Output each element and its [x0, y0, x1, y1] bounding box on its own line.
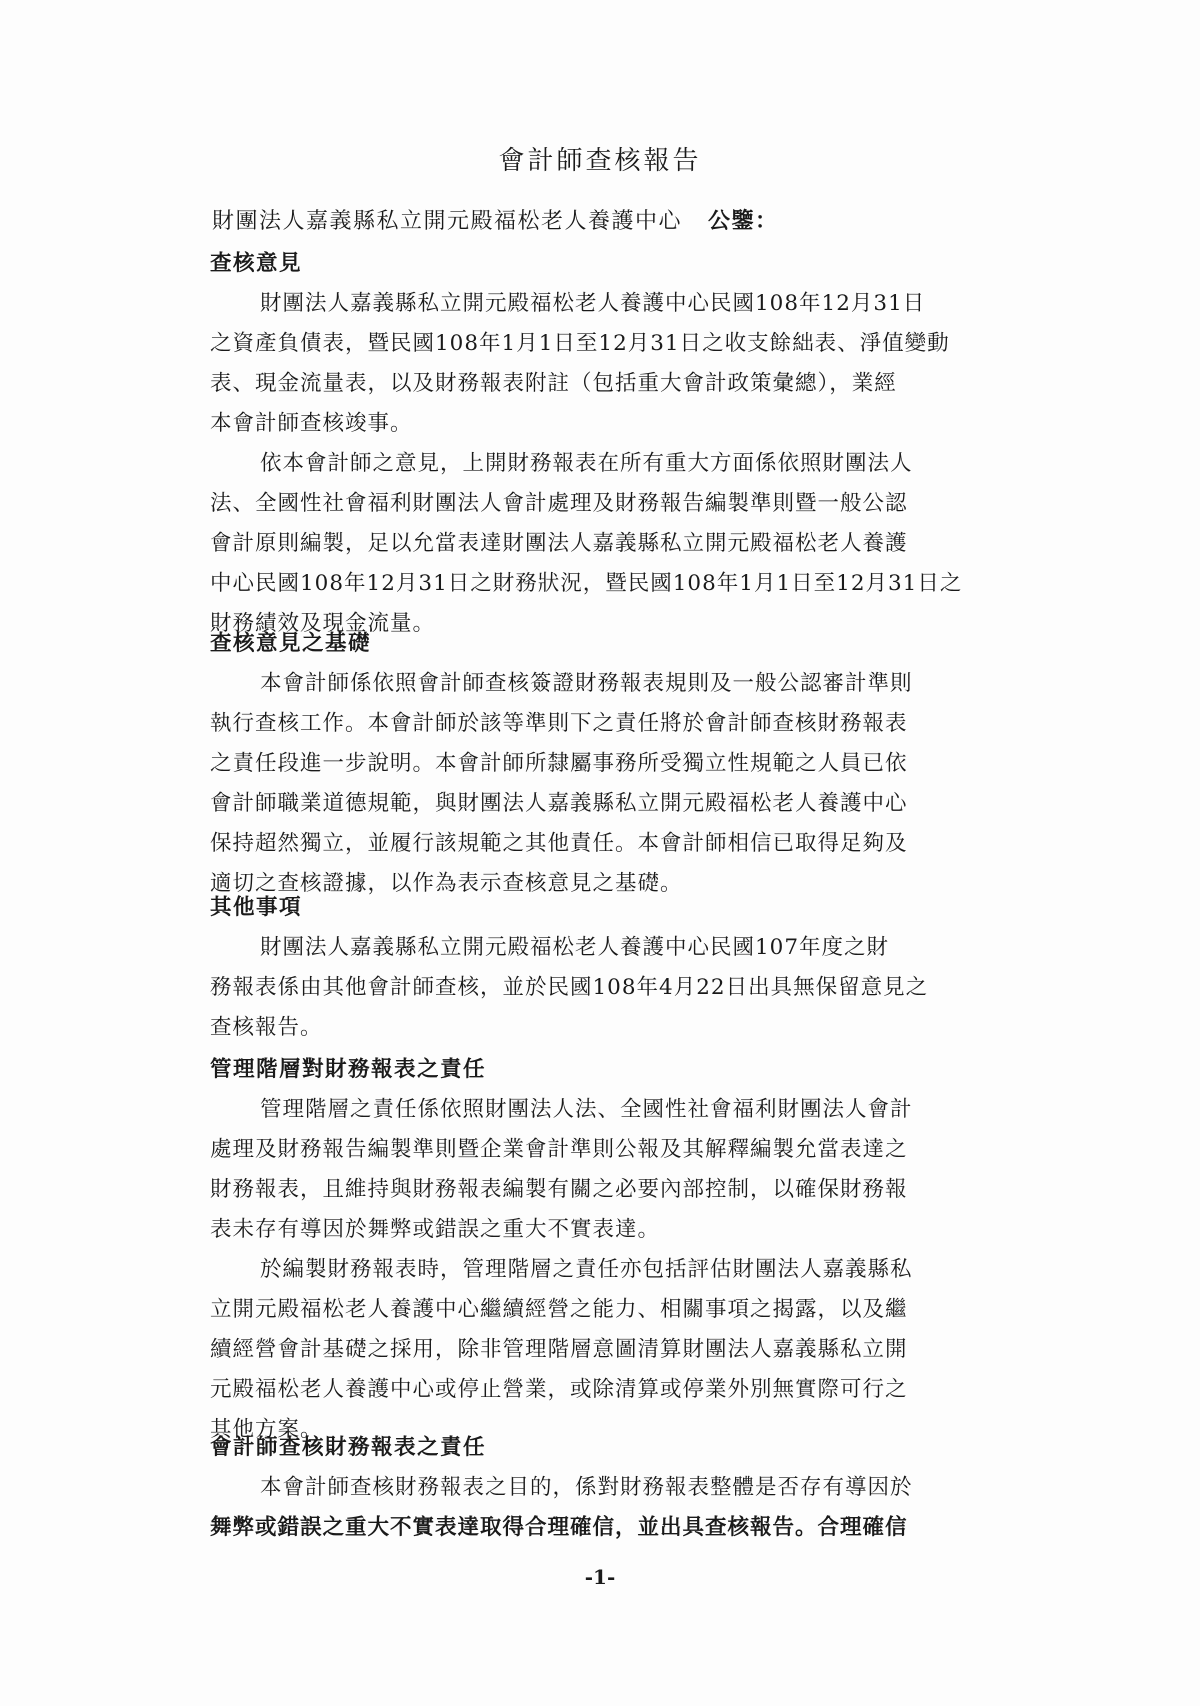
text-line: 表未存有導因於舞弊或錯誤之重大不實表達。 — [210, 1217, 661, 1242]
text-line: 中心民國108年12月31日之財務狀況，暨民國108年1月1日至12月31日之 — [210, 571, 963, 596]
text-line: 之資產負債表，暨民國108年1月1日至12月31日之收支餘絀表、淨值變動 — [210, 331, 950, 356]
section-heading: 查核意見之基礎 — [210, 631, 372, 656]
addressee-line — [212, 204, 779, 235]
paragraph — [210, 1250, 990, 1450]
text-line: 適切之查核證據，以作為表示查核意見之基礎。 — [210, 871, 683, 896]
paragraph — [210, 1090, 990, 1250]
text-line: 保持超然獨立，並履行該規範之其他責任。本會計師相信已取得足夠及 — [210, 831, 908, 856]
section-heading: 會計師查核財務報表之責任 — [210, 1435, 487, 1460]
text-line: 之責任段進一步說明。本會計師所隸屬事務所受獨立性規範之人員已依 — [210, 751, 908, 776]
section-heading: 管理階層對財務報表之責任 — [210, 1057, 487, 1082]
section-audit-opinion — [210, 244, 990, 644]
text-line: 查核報告。 — [210, 1015, 323, 1040]
text-line: 財務報表，且維持與財務報表編製有關之必要內部控制，以確保財務報 — [210, 1177, 908, 1202]
section-management-responsibility — [210, 1050, 990, 1450]
paragraph — [210, 928, 990, 1048]
text-line: 其他方案。 — [210, 1417, 323, 1442]
text-line: 依本會計師之意見，上開財務報表在所有重大方面係依照財團法人 — [260, 451, 913, 476]
text-line: 執行查核工作。本會計師於該等準則下之責任將於會計師查核財務報表 — [210, 711, 908, 736]
text-line: 管理階層之責任係依照財團法人法、全國性社會福利財團法人會計 — [260, 1097, 913, 1122]
text-line: 處理及財務報告編製準則暨企業會計準則公報及其解釋編製允當表達之 — [210, 1137, 908, 1162]
text-line: 立開元殿福松老人養護中心繼續經營之能力、相關事項之揭露，以及繼 — [210, 1297, 908, 1322]
paragraph — [210, 284, 990, 444]
section-heading: 查核意見 — [210, 251, 303, 276]
paragraph — [210, 444, 990, 644]
text-line: 財團法人嘉義縣私立開元殿福松老人養護中心民國107年度之財 — [260, 935, 890, 960]
text-line: 會計原則編製，足以允當表達財團法人嘉義縣私立開元殿福松老人養護 — [210, 531, 908, 556]
text-line: 元殿福松老人養護中心或停止營業，或除清算或停業外別無實際可行之 — [210, 1377, 908, 1402]
text-line: 會計師職業道德規範，與財團法人嘉義縣私立開元殿福松老人養護中心 — [210, 791, 908, 816]
text-line: 於編製財務報表時，管理階層之責任亦包括評估財團法人嘉義縣私 — [260, 1257, 913, 1282]
section-auditor-responsibility — [210, 1428, 990, 1548]
text-line: 表、現金流量表，以及財務報表附註（包括重大會計政策彙總），業經 — [210, 371, 897, 396]
text-line: 舞弊或錯誤之重大不實表達取得合理確信，並出具查核報告。合理確信 — [210, 1515, 908, 1540]
text-line: 財團法人嘉義縣私立開元殿福松老人養護中心民國108年12月31日 — [260, 291, 926, 316]
addressee-name: 財團法人嘉義縣私立開元殿福松老人養護中心 — [212, 209, 683, 234]
page-number: -1- — [584, 1565, 616, 1589]
report-title: 會計師查核報告 — [498, 146, 702, 176]
text-line: 財務績效及現金流量。 — [210, 611, 436, 636]
text-line: 本會計師係依照會計師查核簽證財務報表規則及一般公認審計準則 — [260, 671, 913, 696]
text-line: 本會計師查核竣事。 — [210, 411, 413, 436]
section-basis-for-opinion — [210, 624, 990, 904]
paragraph — [210, 664, 990, 904]
text-line: 續經營會計基礎之採用，除非管理階層意圖清算財團法人嘉義縣私立開 — [210, 1337, 908, 1362]
paragraph — [210, 1468, 990, 1548]
addressee-salutation: 公鑒： — [708, 208, 779, 234]
text-line: 本會計師查核財務報表之目的，係對財務報表整體是否存有導因於 — [260, 1475, 913, 1500]
text-line: 法、全國性社會福利財團法人會計處理及財務報告編製準則暨一般公認 — [210, 491, 908, 516]
section-other-matters — [210, 888, 990, 1048]
text-line: 務報表係由其他會計師查核，並於民國108年4月22日出具無保留意見之 — [210, 975, 929, 1000]
section-heading: 其他事項 — [210, 895, 303, 920]
